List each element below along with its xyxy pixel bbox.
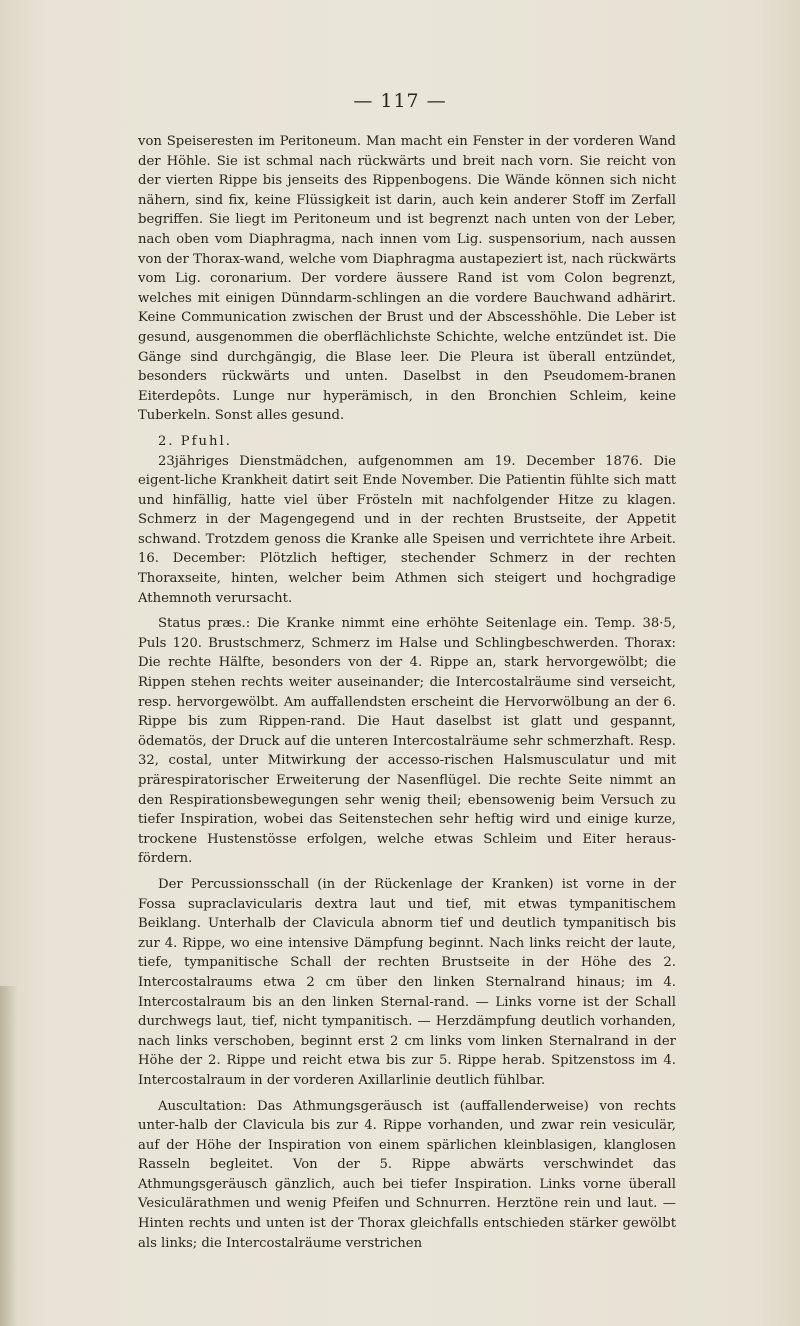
paragraph-autopsy-continuation: von Speiseresten im Peritoneum. Man macht ein Fenster in der vorderen Wand der Höhle. Sie ist schmal nach rückwärts und breit nach vorn. Sie reicht von der vierten Rippe bis jenseits des Rippenbogens. Die Wände können sich nicht nähern, sind fix, keine Flüssigkeit ist darin, auch kein anderer Stoff im Zerfall begriffen. Sie liegt im Peritoneum und ist begrenzt nach unten von der Leber, nach oben vom Diaphragma, nach innen vom Lig. suspensorium, nach aussen von der Thorax-wand, welche vom Diaphragma austapeziert ist, nach rückwärts vom Lig. coronarium. Der vordere äussere Rand ist vom Colon begrenzt, welches mit einigen Dünndarm-schlingen an die vordere Bauchwand adhärirt. Keine Communication zwischen der Brust und der Abscesshöhle. Die Leber ist gesund, ausgenommen die oberflächlichste Schichte, welche entzündet ist. Die Gänge sind durchgängig, die Blase leer. Die Pleura ist überall entzündet, besonders rückwärts und unten. Daselbst in den Pseudomem-branen Eiterdepôts. Lunge nur hyperämisch, in den Bronchien Schleim, keine Tuberkeln. Sonst alles gesund. bbox=[138, 134, 676, 424]
paragraph-status-praesens: Status præs.: Die Kranke nimmt eine erhöhte Seitenlage ein. Temp. 38·5, Puls 120. Brustschmerz, Schmerz im Halse und Schlingbeschwerden. Thorax: Die rechte Hälfte, besonders von der 4. Rippe an, stark hervorgewölbt; die Rippen stehen rechts weiter auseinander; die Intercostalräume sind verseicht, resp. hervorgewölbt. Am auffallendsten erscheint die Hervorwölbung an der 6. Rippe bis zum Rippen-rand. Die Haut daselbst ist glatt und gespannt, ödematös, der Druck auf die unteren Intercostalräume sehr schmerzhaft. Resp. 32, costal, unter Mitwirkung der accesso-rischen Halsmusculatur und mit prärespiratorischer Erweiterung der Nasenflügel. Die rechte Seite nimmt an den Respirationsbewegungen sehr wenig theil; ebensowenig beim Versuch zu tiefer Inspiration, wobei das Seitenstechen sehr heftig wird und einige kurze, trockene Hustenstösse erfolgen, welche etwas Schleim und Eiter heraus-fördern. bbox=[138, 616, 676, 867]
paragraph-percussion: Der Percussionsschall (in der Rückenlage der Kranken) ist vorne in der Fossa supraclavicularis dextra laut und tief, mit etwas tympanitischem Beiklang. Unterhalb der Clavicula abnorm tief und deutlich tympanitisch bis zur 4. Rippe, wo eine intensive Dämpfung beginnt. Nach links reicht der laute, tiefe, tympanitische Schall der rechten Brustseite in der Höhe des 2. Intercostalraums etwa 2 cm über den linken Sternalrand hinaus; im 4. Intercostalraum bis an den linken Sternal-rand. — Links vorne ist der Schall durchwegs laut, tief, nicht tympanitisch. — Herzdämpfung deutlich vorhanden, nach links verschoben, beginnt erst 2 cm links vom linken Sternalrand in der Höhe der 2. Rippe und reicht etwa bis zur 5. Rippe herab. Spitzenstoss im 4. Intercostalraum in der vorderen Axillarlinie deutlich fühlbar. bbox=[138, 876, 676, 1088]
case-heading: 2. Pfuhl. bbox=[158, 433, 232, 449]
paragraph-anamnesis: 23jähriges Dienstmädchen, aufgenommen am 19. December 1876. Die eigent-liche Krankheit datirt seit Ende November. Die Patientin fühlte sich matt und hinfällig, hatte viel über Frösteln mit nachfolgender Hitze zu klagen. Schmerz in der Magengegend und in der rechten Brustseite, der Appetit schwand. Trotzdem genoss die Kranke alle Speisen und verrichtete ihre Arbeit. 16. December: Plötzlich heftiger, stechender Schmerz in der rechten Thoraxseite, hinten, welcher beim Athmen sich steigert und hochgradige Athemnoth verursacht. bbox=[138, 453, 676, 606]
paragraph-auscultation: Auscultation: Das Athmungsgeräusch ist (auffallenderweise) von rechts unter-halb der Clavicula bis zur 4. Rippe vorhanden, und zwar rein vesiculär, auf der Höhe der Inspiration von einem spärlichen kleinblasigen, klanglosen Rasseln begleitet. Von der 5. Rippe abwärts verschwindet das Athmungsgeräusch gänzlich, auch bei tiefer Inspiration. Links vorne überall Vesiculärathmen und wenig Pfeifen und Schnurren. Herztöne rein und laut. — Hinten rechts und unten ist der Thorax gleichfalls entschieden stärker gewölbt als links; die Intercostalräume verstrichen bbox=[138, 1098, 676, 1251]
page-number: — 117 — bbox=[353, 90, 447, 112]
page-text bbox=[138, 132, 676, 1253]
page-edge-shadow bbox=[0, 986, 18, 1326]
